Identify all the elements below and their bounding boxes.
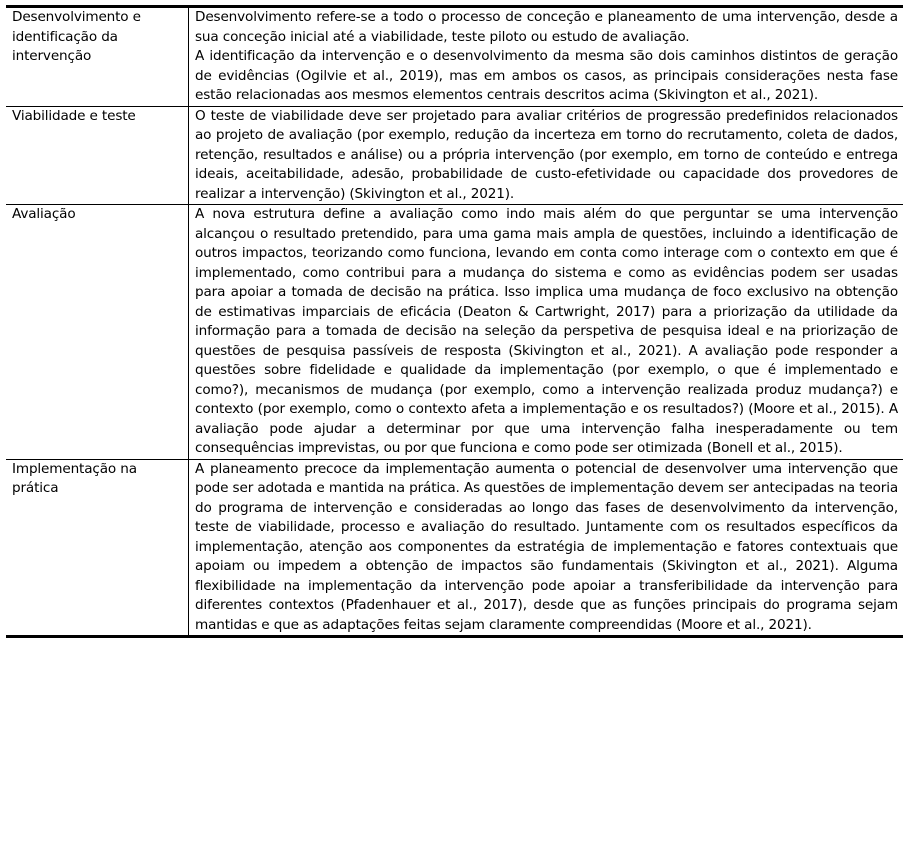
row-description: [189, 205, 904, 460]
table-row-desenvolvimento: [6, 8, 903, 106]
table-row-implementacao: [6, 459, 903, 637]
row-description: [189, 459, 904, 637]
description-paragraph: O teste de viabilidade deve ser projetado para avaliar critérios de progressão predefinidos relacionados ao projeto de avaliação (por exemplo, redução da incerteza em torno do recrutamento, coleta de dados, retenção, resultados e análise) ou a própria intervenção (por exemplo, em torno de conteúdo e entrega ideais, aceitabilidade, adesão, probabilidade de custo-efetividade ou capacidade dos provedores de realizar a intervenção) (Skivington et al., 2021).: [195, 107, 898, 202]
row-description: [189, 8, 904, 106]
table-row-avaliacao: [6, 205, 903, 460]
description-paragraph: Desenvolvimento refere-se a todo o processo de conceção e planeamento de uma intervenção, desde a sua conceção inicial até a viabilidade, teste piloto ou estudo de avaliação.: [195, 9, 898, 45]
row-label: Avaliação: [6, 205, 189, 460]
framework-table: [6, 8, 903, 638]
row-label: Desenvolvimento e identificação da intervenção: [6, 8, 189, 106]
row-label: Viabilidade e teste: [6, 106, 189, 205]
description-paragraph: A nova estrutura define a avaliação como indo mais além do que perguntar se uma intervenção alcançou o resultado pretendido, para uma gama mais ampla de questões, incluindo a identificação de outros impactos, teorizando como funciona, levando em conta como interage com o contexto em que é implementado, como contribui para a mudança do sistema e como as evidências podem ser usadas para apoiar a tomada de decisão na prática. Isso implica uma mudança de foco exclusivo na obtenção de estimativas imparciais de eficácia (Deaton & Cartwright, 2017) para a priorização da utilidade da informação para a tomada de decisão na seleção da perspetiva de pesquisa ideal e na priorização de questões de pesquisa passíveis de resposta (Skivington et al., 2021). A avaliação pode responder a questões sobre fidelidade e qualidade da implementação (por exemplo, o que é implementado e como?), mecanismos de mudança (por exemplo, como a intervenção realizada produz mudança?) e contexto (por exemplo, como o contexto afeta a implementação e os resultados?) (Moore et al., 2015). A avaliação pode ajudar a determinar por que uma intervenção falha inesperadamente ou tem consequências imprevistas, ou por que funciona e como pode ser otimizada (Bonell et al., 2015).: [195, 206, 898, 456]
row-label: Implementação na prática: [6, 459, 189, 637]
row-description: [189, 106, 904, 205]
description-paragraph: A planeamento precoce da implementação aumenta o potencial de desenvolver uma intervenção que pode ser adotada e mantida na prática. As questões de implementação devem ser antecipadas na teoria do programa de intervenção e consideradas ao longo das fases de desenvolvimento da intervenção, teste de viabilidade, processo e avaliação do resultado. Juntamente com os resultados específicos da implementação, atenção aos componentes da estratégia de implementação e fatores contextuais que apoiam ou impedem a obtenção de impactos são fundamentais (Skivington et al., 2021). Alguma flexibilidade na implementação da intervenção pode apoiar a transferibilidade da intervenção para diferentes contextos (Pfadenhauer et al., 2017), desde que as funções principais do programa sejam mantidas e que as adaptações feitas sejam claramente compreendidas (Moore et al., 2021).: [195, 460, 898, 633]
table-row-viabilidade: [6, 106, 903, 205]
description-paragraph: A identificação da intervenção e o desenvolvimento da mesma são dois caminhos distintos de geração de evidências (Ogilvie et al., 2019), mas em ambos os casos, as principais considerações nesta fase estão relacionadas aos mesmos elementos centrais descritos acima (Skivington et al., 2021).: [195, 48, 898, 103]
